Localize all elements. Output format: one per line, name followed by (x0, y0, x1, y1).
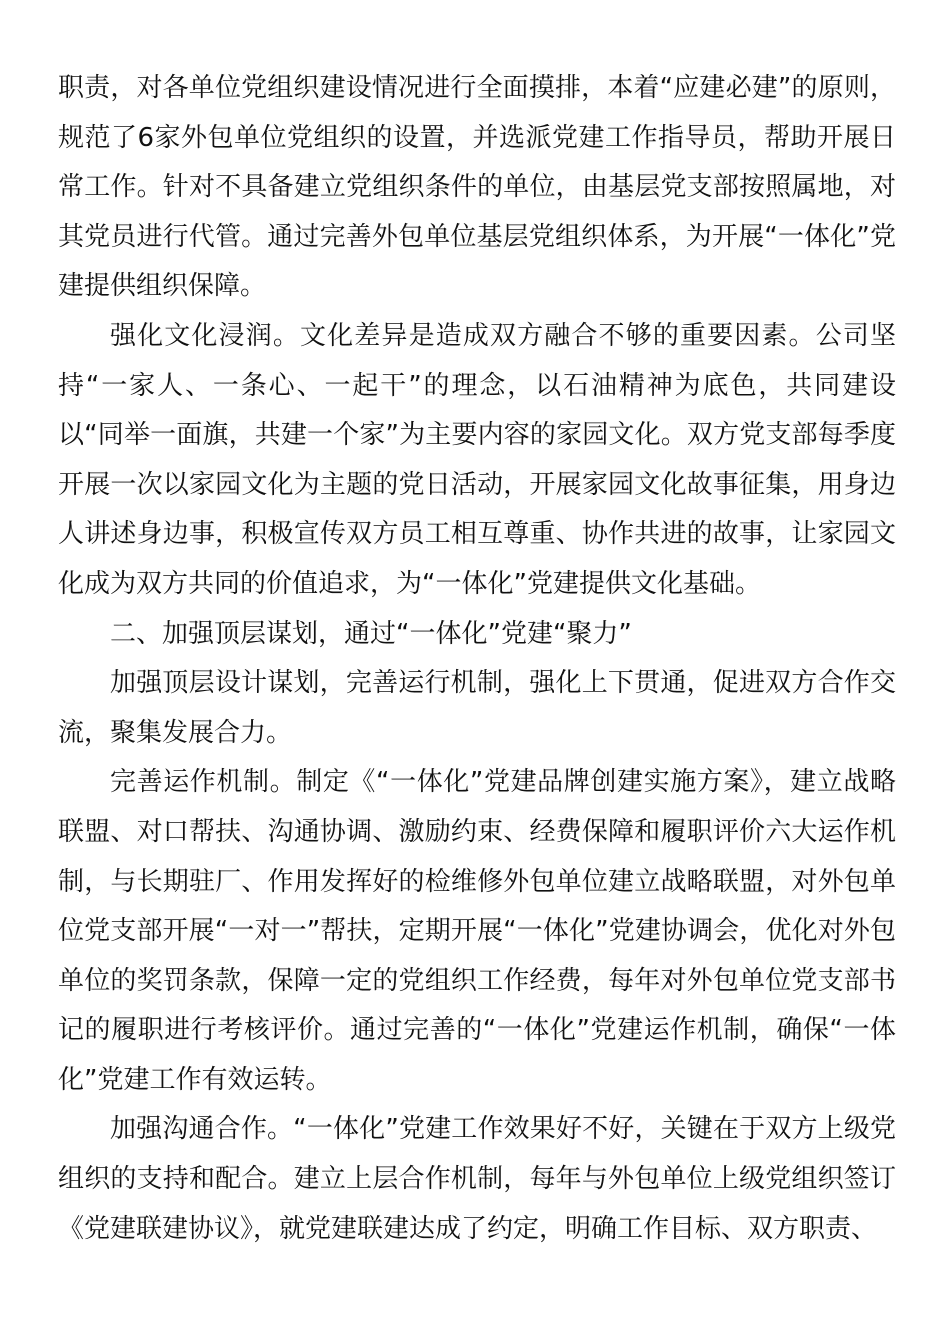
section-heading-2: 二、加强顶层谋划，通过“一体化”党建“聚力” (110, 618, 632, 649)
paragraph-continuation: 职责，对各单位党组织建设情况进行全面摸排，本着“应建必建”的原则，规范了6家外包单位党组织的设置，并选派党建工作指导员，帮助开展日常工作。针对不具备建立党组织条件的单位，由基层党支部按照属地，对其党员进行代管。通过完善外包单位基层党组织体系，为开展“一体化”党建提供组织保障。 (58, 73, 896, 302)
paragraph-mechanism: 完善运作机制。制定《“一体化”党建品牌创建实施方案》，建立战略联盟、对口帮扶、沟通协调、激励约束、经费保障和履职评价六大运作机制，与长期驻厂、作用发挥好的检维修外包单位建立战略联盟，对外包单位党支部开展“一对一”帮扶，定期开展“一体化”党建协调会，优化对外包单位的奖罚条款，保障一定的党组织工作经费，每年对外包单位党支部书记的履职进行考核评价。通过完善的“一体化”党建运作机制，确保“一体化”党建工作有效运转。 (58, 767, 896, 1095)
paragraph-section-intro: 加强顶层设计谋划，完善运行机制，强化上下贯通，促进双方合作交流，聚集发展合力。 (58, 668, 896, 748)
document-body (58, 64, 896, 1254)
paragraph-cooperation: 加强沟通合作。“一体化”党建工作效果好不好，关键在于双方上级党组织的支持和配合。建立上层合作机制，每年与外包单位上级党组织签订《党建联建协议》，就党建联建达成了约定，明确工作目标、双方职责、 (58, 1114, 896, 1244)
paragraph-culture: 强化文化浸润。文化差异是造成双方融合不够的重要因素。公司坚持“一家人、一条心、一起干”的理念，以石油精神为底色，共同建设以“同举一面旗，共建一个家”为主要内容的家园文化。双方党支部每季度开展一次以家园文化为主题的党日活动，开展家园文化故事征集，用身边人讲述身边事，积极宣传双方员工相互尊重、协作共进的故事，让家园文化成为双方共同的价值追求，为“一体化”党建提供文化基础。 (58, 320, 896, 599)
